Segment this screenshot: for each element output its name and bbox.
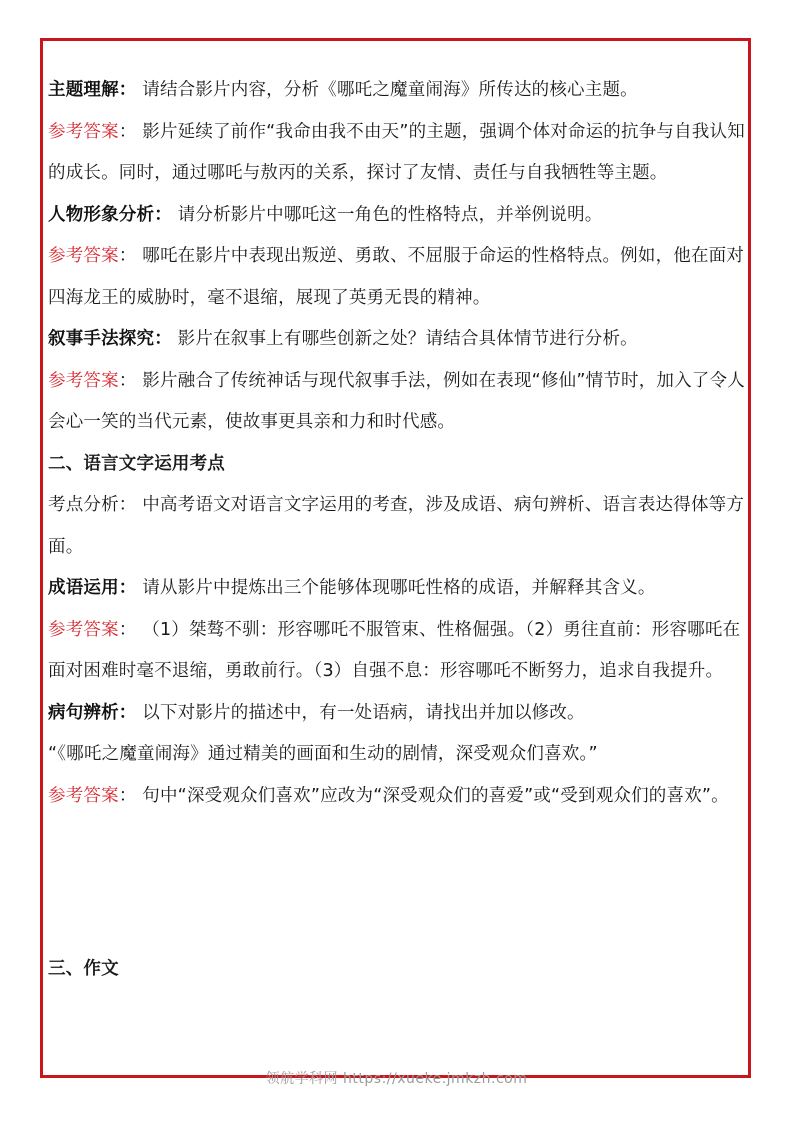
answer-text: （1）桀骜不驯：形容哪吒不服管束、性格倔强。（2）勇往直前：形容哪吒在面对困难时毫不退缩，勇敢前行。（3）自强不息：形容哪吒不断努力，追求自我提升。 xyxy=(48,619,741,681)
question-theme xyxy=(48,70,748,112)
section-heading-language: 二、语言文字运用考点 xyxy=(48,453,225,474)
question-narrative xyxy=(48,319,748,361)
answer-character xyxy=(48,236,748,319)
answer-label: 参考答案 xyxy=(48,785,119,806)
document-body xyxy=(48,70,748,991)
section-analysis: 考点分析： 中高考语文对语言文字运用的考查，涉及成语、病句辨析、语言表达得体等方面。 xyxy=(48,495,745,557)
answer-idiom xyxy=(48,610,748,693)
section-heading-essay: 三、作文 xyxy=(48,959,119,979)
question-label: 成语运用： xyxy=(48,578,137,598)
answer-label: 参考答案 xyxy=(48,370,119,391)
answer-text: 影片延续了前作“我命由我不由天”的主题，强调个体对命运的抗争与自我认知的成长。同时，通过哪吒与敖丙的关系，探讨了友情、责任与自我牺牲等主题。 xyxy=(48,121,745,183)
footer-watermark: 领航学科网 https://xueke.jmkzh.com xyxy=(265,1071,528,1087)
question-label: 主题理解： xyxy=(48,80,137,100)
question-text: 请从影片中提炼出三个能够体现哪吒性格的成语，并解释其含义。 xyxy=(136,578,656,598)
question-label: 病句辨析： xyxy=(48,702,137,723)
answer-separator: ： xyxy=(118,370,137,391)
answer-label: 参考答案 xyxy=(48,246,119,266)
answer-separator: ： xyxy=(118,121,137,142)
question-sentence-error xyxy=(48,693,748,735)
answer-label: 参考答案 xyxy=(48,121,119,142)
answer-text: 句中“深受观众们喜欢”应改为“深受观众们的喜爱”或“受到观众们的喜欢”。 xyxy=(136,785,729,806)
answer-narrative xyxy=(48,361,748,444)
answer-label: 参考答案 xyxy=(48,619,119,640)
blank-space xyxy=(48,817,748,949)
answer-separator: ： xyxy=(118,246,137,266)
question-label: 人物形象分析： xyxy=(48,204,172,225)
question-idiom xyxy=(48,568,748,610)
answer-text: 影片融合了传统神话与现代叙事手法，例如在表现“修仙”情节时，加入了令人会心一笑的当代元素，使故事更具亲和力和时代感。 xyxy=(48,370,745,432)
question-text: 请分析影片中哪吒这一角色的性格特点，并举例说明。 xyxy=(171,204,603,225)
quoted-sentence: “《哪吒之魔童闹海》通过精美的画面和生动的剧情，深受观众们喜欢。” xyxy=(48,744,598,764)
answer-text: 哪吒在影片中表现出叛逆、勇敢、不屈服于命运的性格特点。例如，他在面对四海龙王的威胁时，毫不退缩，展现了英勇无畏的精神。 xyxy=(48,246,745,308)
question-label: 叙事手法探究： xyxy=(48,329,172,349)
question-text: 以下对影片的描述中，有一处语病，请找出并加以修改。 xyxy=(136,702,585,723)
answer-theme xyxy=(48,112,748,195)
question-text: 请结合影片内容，分析《哪吒之魔童闹海》所传达的核心主题。 xyxy=(136,80,638,100)
answer-sentence-error xyxy=(48,776,748,818)
question-character xyxy=(48,195,748,237)
answer-separator: ： xyxy=(118,619,137,640)
question-text: 影片在叙事上有哪些创新之处？请结合具体情节进行分析。 xyxy=(171,329,638,349)
answer-separator: ： xyxy=(118,785,137,806)
